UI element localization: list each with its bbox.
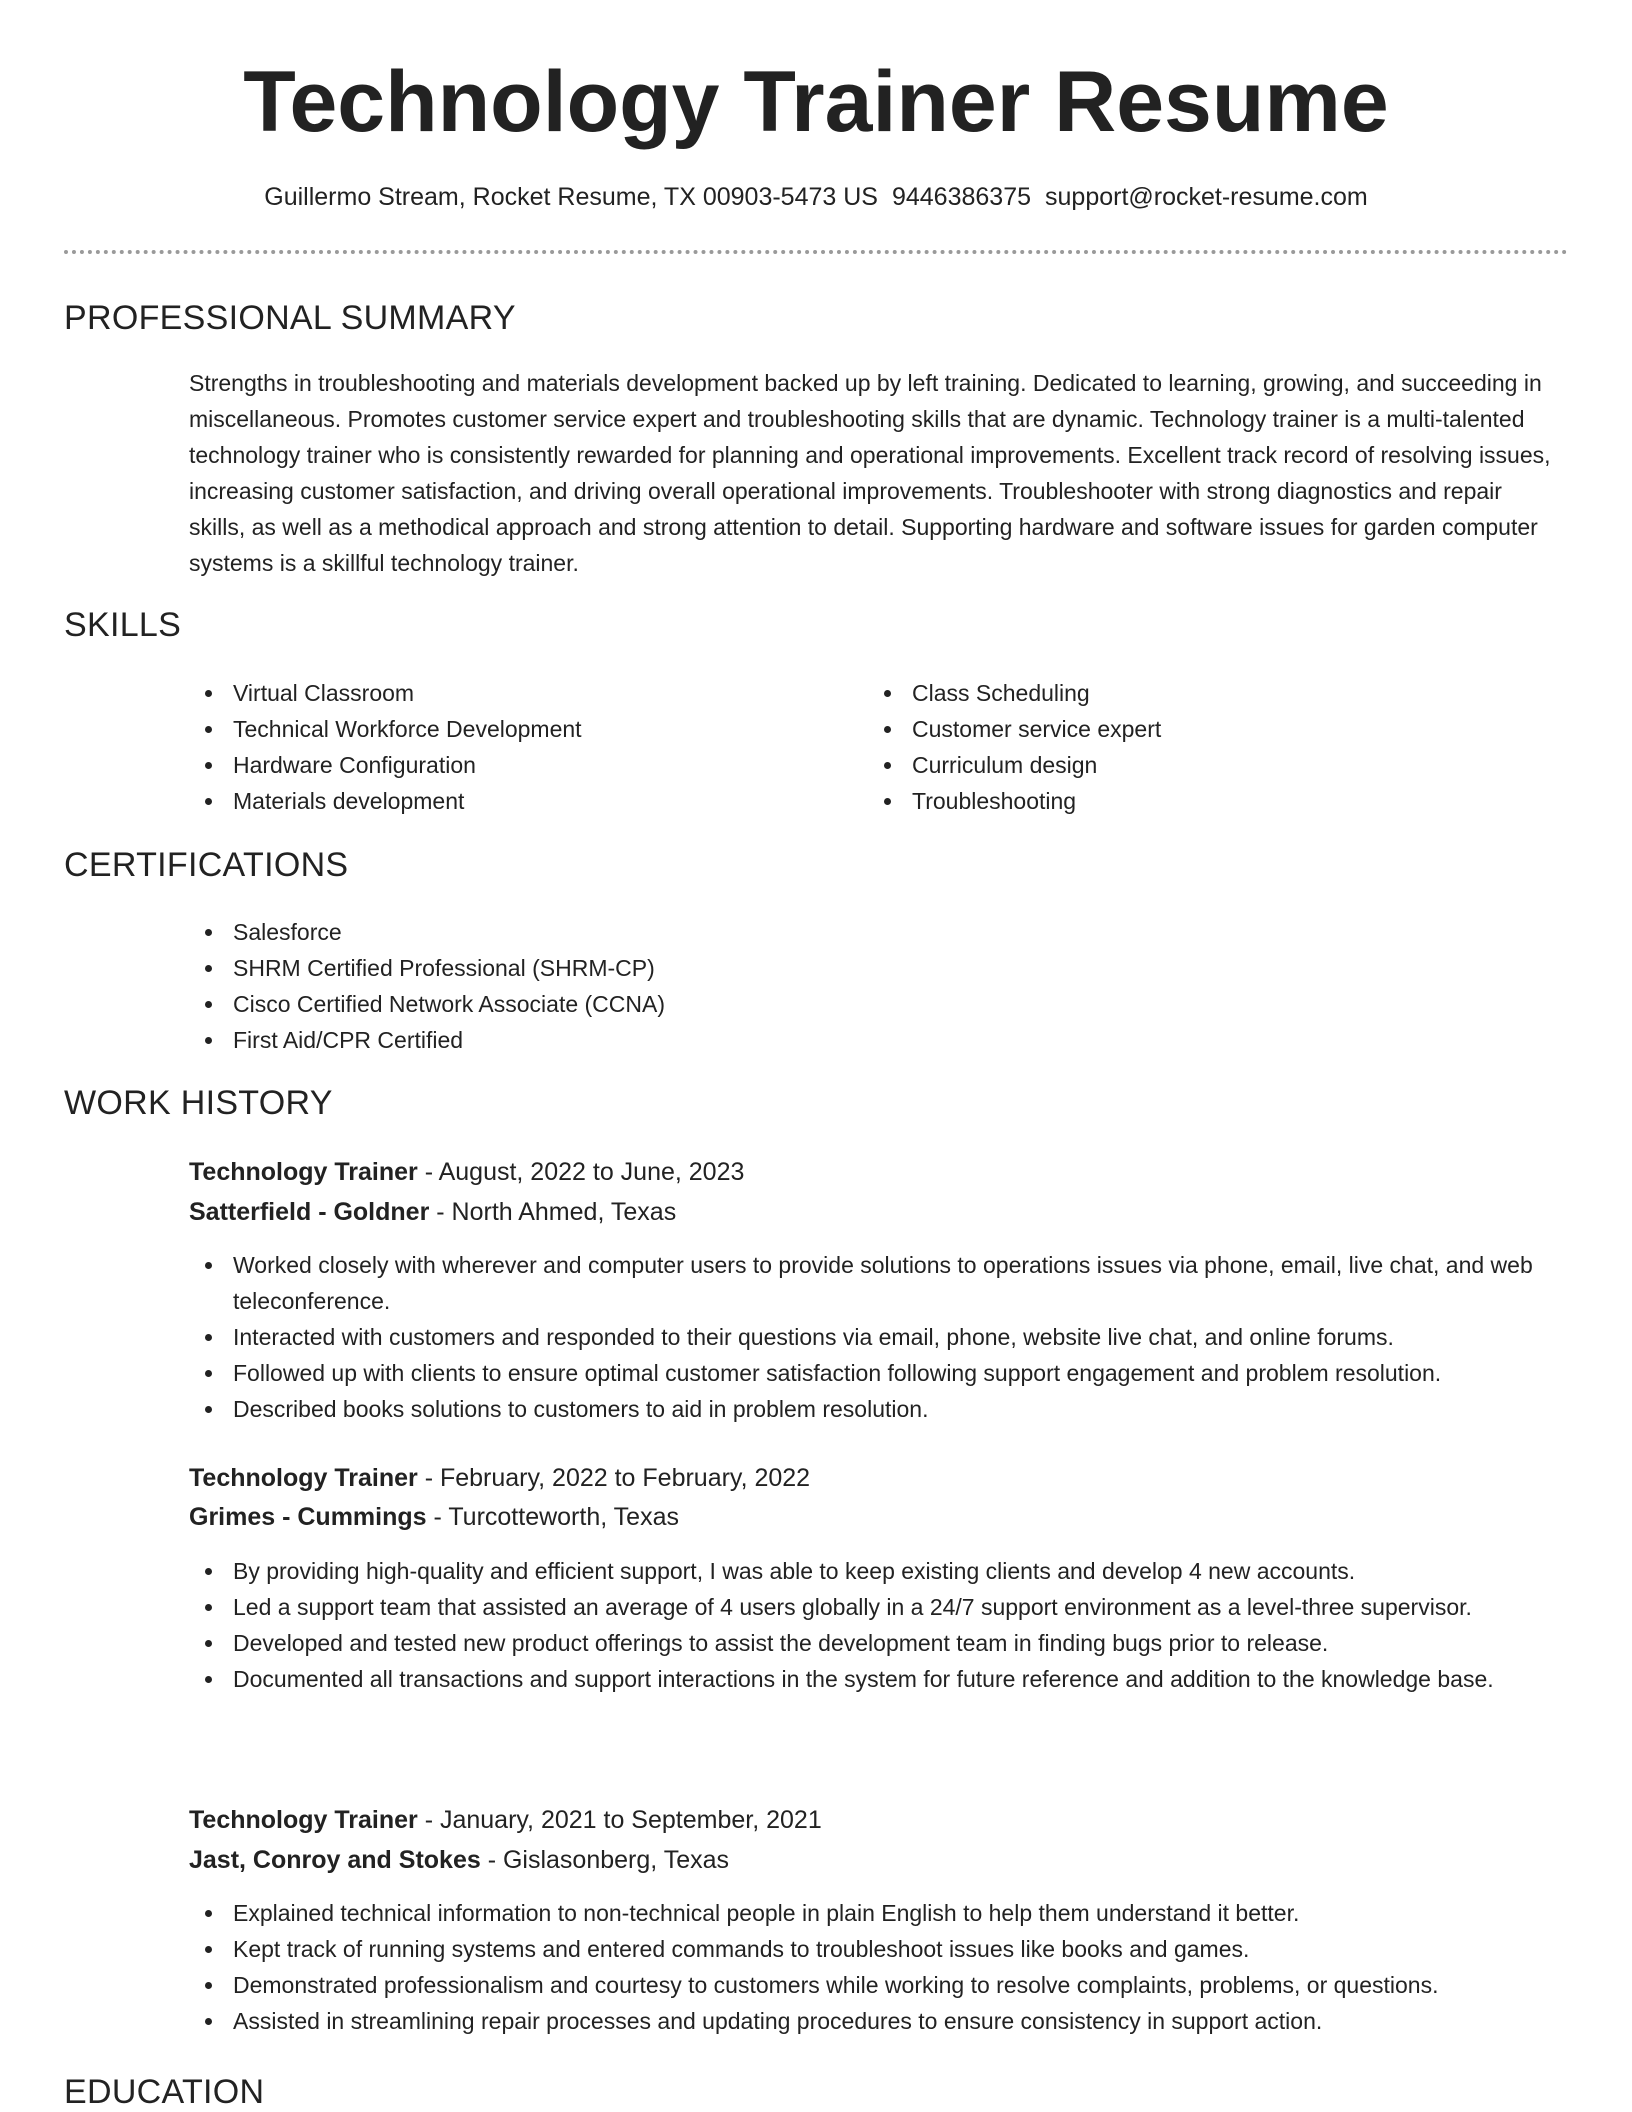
job-bullets xyxy=(189,1895,1569,2039)
job-company: Grimes - Cummings xyxy=(189,1503,427,1531)
job-bullet: Interacted with customers and responded to their questions via email, phone, website live chat, and online forums. xyxy=(189,1319,1569,1355)
summary-heading: PROFESSIONAL SUMMARY xyxy=(64,299,516,337)
skill-item: Technical Workforce Development xyxy=(189,711,789,747)
skill-item: Troubleshooting xyxy=(868,783,1468,819)
skill-item: Virtual Classroom xyxy=(189,675,789,711)
contact-email[interactable]: support@rocket-resume.com xyxy=(1045,183,1368,211)
contact-phone: 9446386375 xyxy=(891,183,1032,211)
skill-item: Hardware Configuration xyxy=(189,747,789,783)
job-bullet: Demonstrated professionalism and courtesy to customers while working to resolve complaints, problems, or questions. xyxy=(189,1967,1569,2003)
job-bullet: Kept track of running systems and entered commands to troubleshoot issues like books and games. xyxy=(189,1931,1569,1967)
skills-heading: SKILLS xyxy=(64,606,182,644)
skill-item: Curriculum design xyxy=(868,747,1468,783)
certification-item: Salesforce xyxy=(189,914,1489,950)
certifications-heading: CERTIFICATIONS xyxy=(64,846,349,884)
skill-item: Customer service expert xyxy=(868,711,1468,747)
job-bullet: Led a support team that assisted an average of 4 users globally in a 24/7 support environment as a level-three supervisor. xyxy=(189,1589,1569,1625)
certifications-list xyxy=(189,914,1489,1058)
job-bullet: Documented all transactions and support interactions in the system for future reference and addition to the knowledge base. xyxy=(189,1661,1569,1697)
contact-address: Guillermo Stream, Rocket Resume, TX 00903-5473 US xyxy=(264,183,878,211)
skills-list-left xyxy=(189,675,789,819)
job-dates: - February, 2022 to February, 2022 xyxy=(417,1464,811,1492)
job-dates: - January, 2021 to September, 2021 xyxy=(417,1806,822,1834)
certification-item: Cisco Certified Network Associate (CCNA) xyxy=(189,986,1489,1022)
job-bullet: Described books solutions to customers to aid in problem resolution. xyxy=(189,1391,1569,1427)
job-bullets xyxy=(189,1553,1569,1697)
job-title: Technology Trainer xyxy=(189,1806,418,1834)
job-bullet: Assisted in streamlining repair processes and updating procedures to ensure consistency in support action. xyxy=(189,2003,1569,2039)
job-company-line xyxy=(189,1500,679,1534)
job-bullet: Worked closely with wherever and computer users to provide solutions to operations issues via phone, email, live chat, and web teleconference. xyxy=(189,1247,1569,1319)
job-bullet: Followed up with clients to ensure optimal customer satisfaction following support engagement and problem resolution. xyxy=(189,1355,1569,1391)
job-bullet: By providing high-quality and efficient support, I was able to keep existing clients and develop 4 new accounts. xyxy=(189,1553,1569,1589)
job-bullets xyxy=(189,1247,1569,1427)
job-location: - North Ahmed, Texas xyxy=(429,1198,677,1226)
education-heading: EDUCATION xyxy=(64,2073,265,2111)
skill-item: Class Scheduling xyxy=(868,675,1468,711)
resume-title: Technology Trainer Resume xyxy=(243,54,1389,150)
job-bullet: Explained technical information to non-technical people in plain English to help them understand it better. xyxy=(189,1895,1569,1931)
job-title-line xyxy=(189,1803,822,1837)
job-dates: - August, 2022 to June, 2023 xyxy=(417,1158,745,1186)
header-divider xyxy=(64,250,1568,254)
certification-item: First Aid/CPR Certified xyxy=(189,1022,1489,1058)
job-location: - Turcotteworth, Texas xyxy=(426,1503,679,1531)
job-location: - Gislasonberg, Texas xyxy=(480,1846,730,1874)
skill-item: Materials development xyxy=(189,783,789,819)
job-title: Technology Trainer xyxy=(189,1158,418,1186)
certification-item: SHRM Certified Professional (SHRM-CP) xyxy=(189,950,1489,986)
job-title: Technology Trainer xyxy=(189,1464,418,1492)
job-company: Jast, Conroy and Stokes xyxy=(189,1846,481,1874)
job-company-line xyxy=(189,1195,676,1229)
job-title-line xyxy=(189,1461,810,1495)
summary-text: Strengths in troubleshooting and materials development backed up by left training. Dedicated to learning, growing, and succeeding in miscellaneous. Promotes customer service expert and troubleshooting skills that are dynamic. Technology trainer is a multi-talented technology trainer who is consistently rewarded for planning and operational improvements. Excellent track record of resolving issues, increasing customer satisfaction, and driving overall operational improvements. Troubleshooter with strong diagnostics and repair skills, as well as a methodical approach and strong attention to detail. Supporting hardware and software issues for garden computer systems is a skillful technology trainer. xyxy=(189,370,1551,576)
job-bullet: Developed and tested new product offerings to assist the development team in finding bugs prior to release. xyxy=(189,1625,1569,1661)
job-title-line xyxy=(189,1155,744,1189)
contact-line xyxy=(0,180,1632,214)
job-company-line xyxy=(189,1843,729,1877)
work-history-heading: WORK HISTORY xyxy=(64,1084,333,1122)
skills-list-right xyxy=(868,675,1468,819)
job-company: Satterfield - Goldner xyxy=(189,1198,430,1226)
